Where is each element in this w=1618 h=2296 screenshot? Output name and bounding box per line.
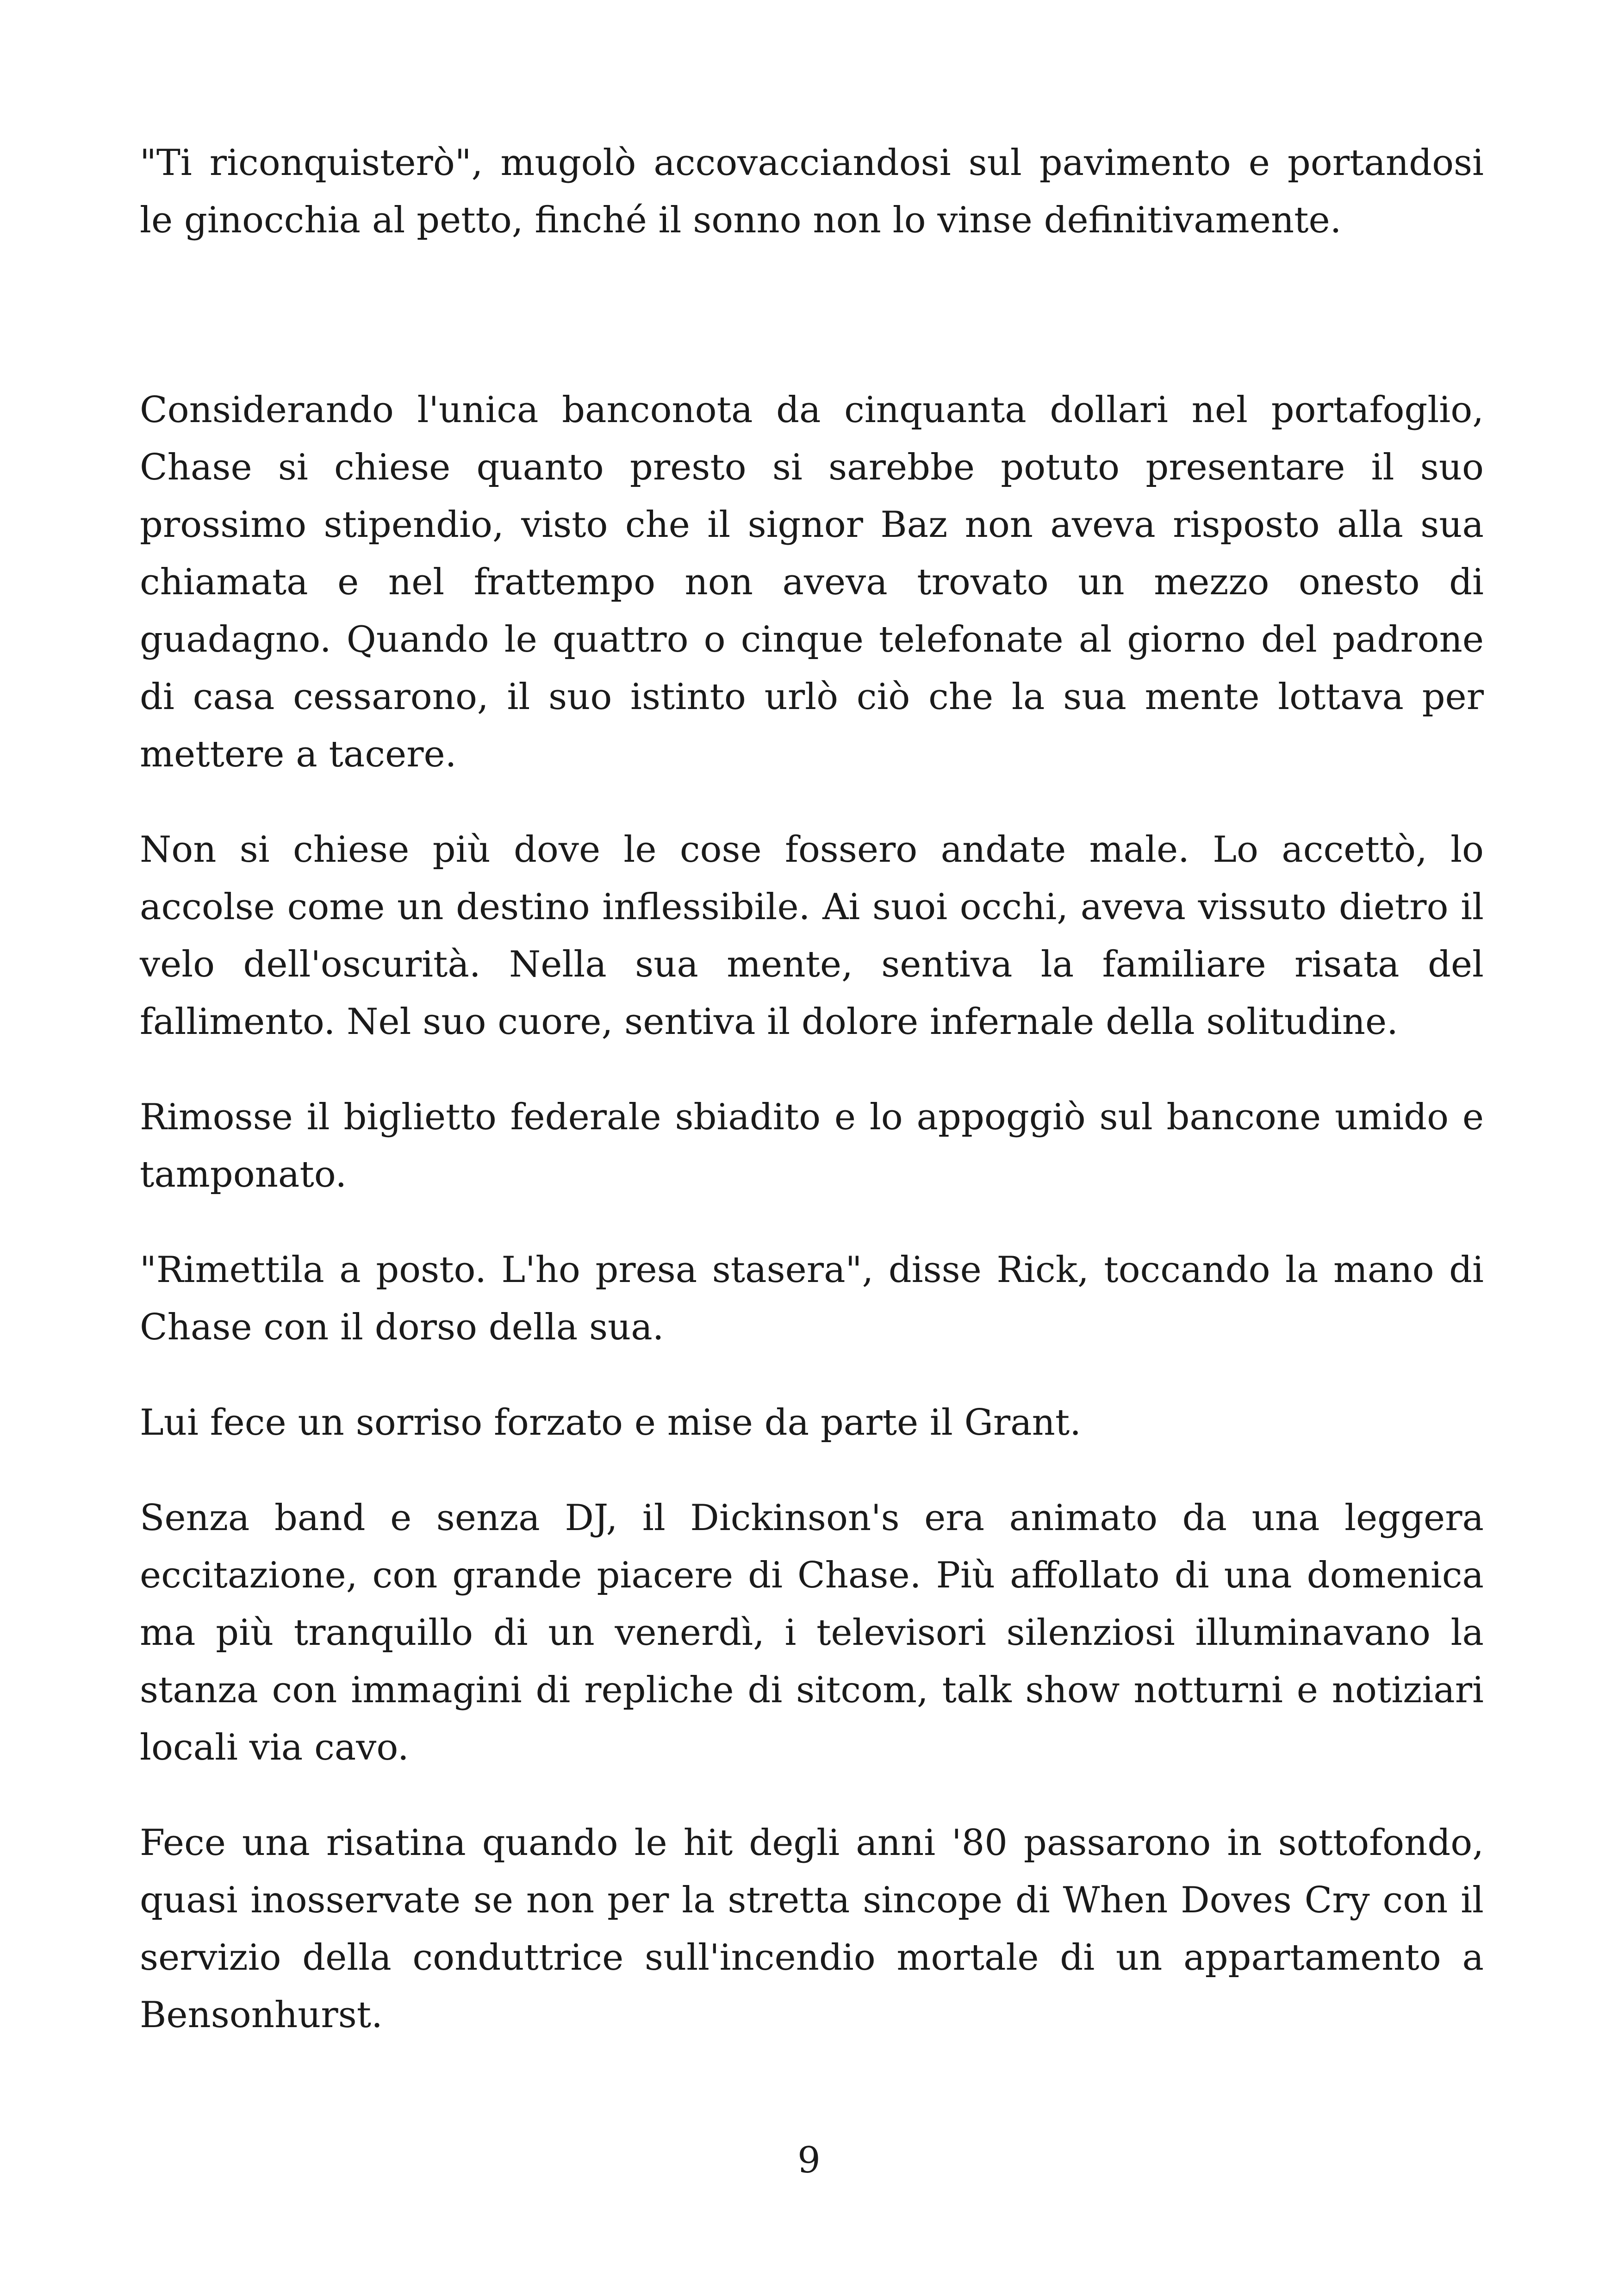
paragraph-8: Fece una risatina quando le hit degli anni '80 passarono in sottofondo, quasi inosservate se non per la stretta sincope di When Doves Cry con il servizio della conduttrice sull'incendio mortale di un appartamento a Bensonhurst. [140,1822,1484,2036]
paragraph-4: Rimosse il biglietto federale sbiadito e lo appoggiò sul bancone umido e tamponato. [140,1096,1484,1195]
section-break [140,287,1484,381]
page-body [140,134,1484,2082]
page-number: 9 [797,2140,821,2181]
paragraph-2: Considerando l'unica banconota da cinquanta dollari nel portafoglio, Chase si chiese quanto presto si sarebbe potuto presentare il suo prossimo stipendio, visto che il signor Baz non aveva risposto alla sua chiamata e nel frattempo non aveva trovato un mezzo onesto di guadagno. Quando le quattro o cinque telefonate al giorno del padrone di casa cessarono, il suo istinto urlò ciò che la sua mente lottava per mettere a tacere. [140,389,1484,775]
paragraph-1: "Ti riconquisterò", mugolò accovacciandosi sul pavimento e portandosi le ginocchia al petto, finché il sonno non lo vinse definitivamente. [140,142,1484,241]
paragraph-5: "Rimettila a posto. L'ho presa stasera", disse Rick, toccando la mano di Chase con il dorso della sua. [140,1249,1484,1348]
paragraph-3: Non si chiese più dove le cose fossero andate male. Lo accettò, lo accolse come un destino inflessibile. Ai suoi occhi, aveva vissuto dietro il velo dell'oscurità. Nella sua mente, sentiva la familiare risata del fallimento. Nel suo cuore, sentiva il dolore infernale della solitudine. [140,829,1484,1043]
paragraph-7: Senza band e senza DJ, il Dickinson's era animato da una leggera eccitazione, con grande piacere di Chase. Più affollato di una domenica ma più tranquillo di un venerdì, i televisori silenziosi illuminavano la stanza con immagini di repliche di sitcom, talk show notturni e notiziari locali via cavo. [140,1497,1484,1768]
paragraph-6: Lui fece un sorriso forzato e mise da parte il Grant. [140,1402,1082,1444]
